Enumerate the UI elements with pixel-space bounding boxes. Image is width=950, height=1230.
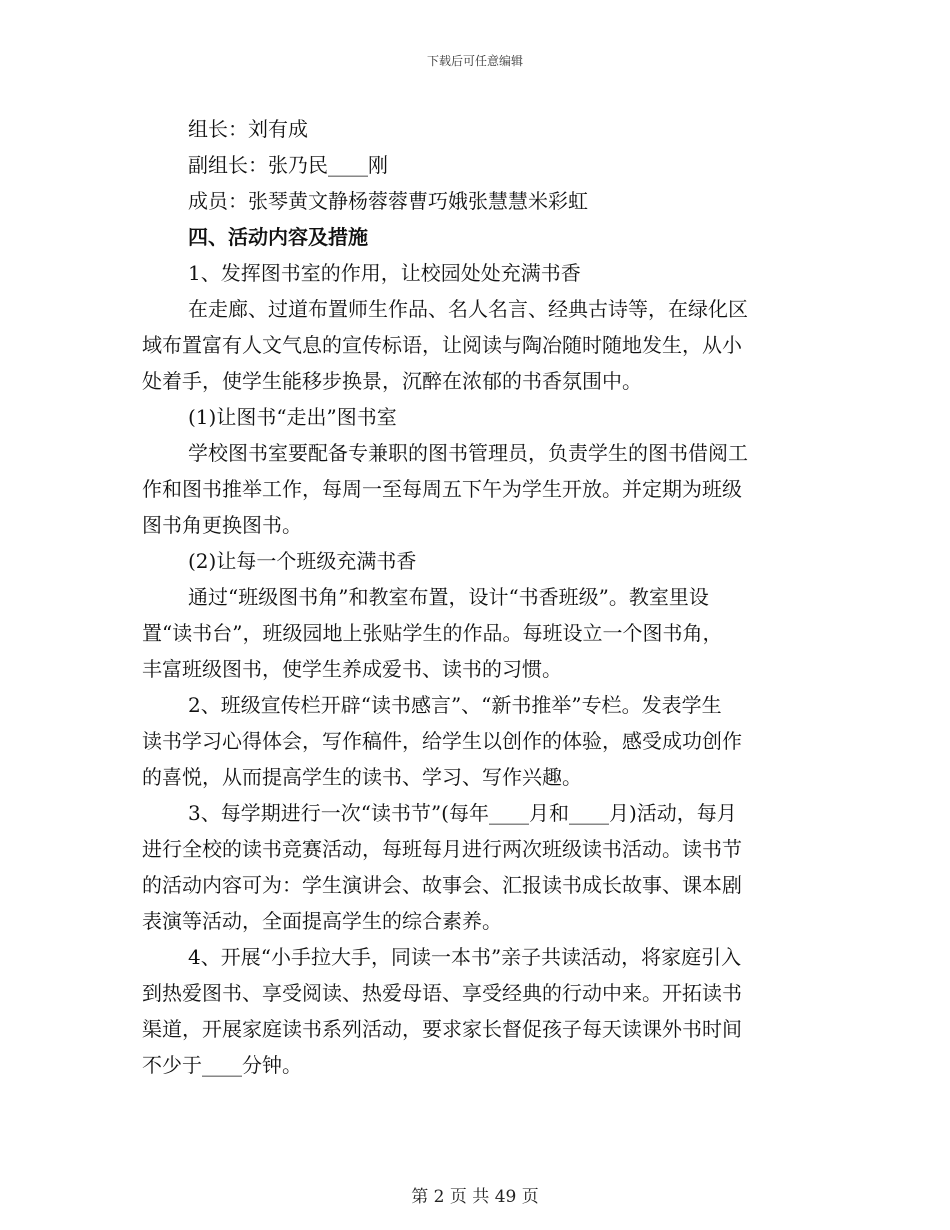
document-body [142,111,806,1083]
paragraph-line: 读书学习心得体会，写作稿件，给学生以创作的体验，感受成功创作 [142,729,742,753]
paragraph-line: (2)让每一个班级充满书香 [188,549,417,573]
paragraph-line: 渠道，开展家庭读书系列活动，要求家长督促孩子每天读课外书时间 [142,1017,742,1041]
paragraph-line: 4、开展“小手拉大手，同读一本书”亲子共读活动，将家庭引入 [188,945,742,969]
paragraph-line: (1)让图书“走出”图书室 [188,405,397,429]
paragraph-line: 不少于____分钟。 [142,1053,302,1077]
paragraph-line: 通过“班级图书角”和教室布置，设计“书香班级”。教室里设 [188,585,709,609]
paragraph-line: 表演等活动，全面提高学生的综合素养。 [142,909,502,933]
paragraph-line: 的活动内容可为：学生演讲会、故事会、汇报读书成长故事、课本剧 [142,873,742,897]
paragraph-line: 组长：刘有成 [188,117,308,141]
paragraph-line: 副组长：张乃民____刚 [188,153,388,177]
paragraph-line: 图书角更换图书。 [142,513,302,537]
page-footer: 第 2 页 共 49 页 [411,1187,539,1207]
paragraph-line: 学校图书室要配备专兼职的图书管理员，负责学生的图书借阅工 [188,441,748,465]
paragraph-line: 2、班级宣传栏开辟“读书感言”、“新书推举”专栏。发表学生 [188,693,722,717]
paragraph-line: 的喜悦，从而提高学生的读书、学习、写作兴趣。 [142,765,582,789]
paragraph-line: 到热爱图书、享受阅读、热爱母语、享受经典的行动中来。开拓读书 [142,981,742,1005]
paragraph-line: 作和图书推举工作，每周一至每周五下午为学生开放。并定期为班级 [142,477,742,501]
paragraph-line: 成员：张琴黄文静杨蓉蓉曹巧娥张慧慧米彩虹 [188,189,588,213]
paragraph-line: 置“读书台”，班级园地上张贴学生的作品。每班设立一个图书角， [142,621,723,645]
page-header: 下载后可任意编辑 [426,54,523,68]
paragraph-line: 域布置富有人文气息的宣传标语，让阅读与陶冶随时随地发生，从小 [142,333,742,357]
paragraph-line: 1、发挥图书室的作用，让校园处处充满书香 [188,261,581,285]
paragraph-line: 3、每学期进行一次“读书节”(每年____月和____月)活动，每月 [188,801,737,825]
paragraph-line: 处着手，使学生能移步换景，沉醉在浓郁的书香氛围中。 [142,369,642,393]
paragraph-line: 在走廊、过道布置师生作品、名人名言、经典古诗等，在绿化区 [188,297,748,321]
section-heading: 四、活动内容及措施 [188,225,368,249]
paragraph-line: 进行全校的读书竞赛活动，每班每月进行两次班级读书活动。读书节 [142,837,742,861]
paragraph-line: 丰富班级图书，使学生养成爱书、读书的习惯。 [142,657,562,681]
